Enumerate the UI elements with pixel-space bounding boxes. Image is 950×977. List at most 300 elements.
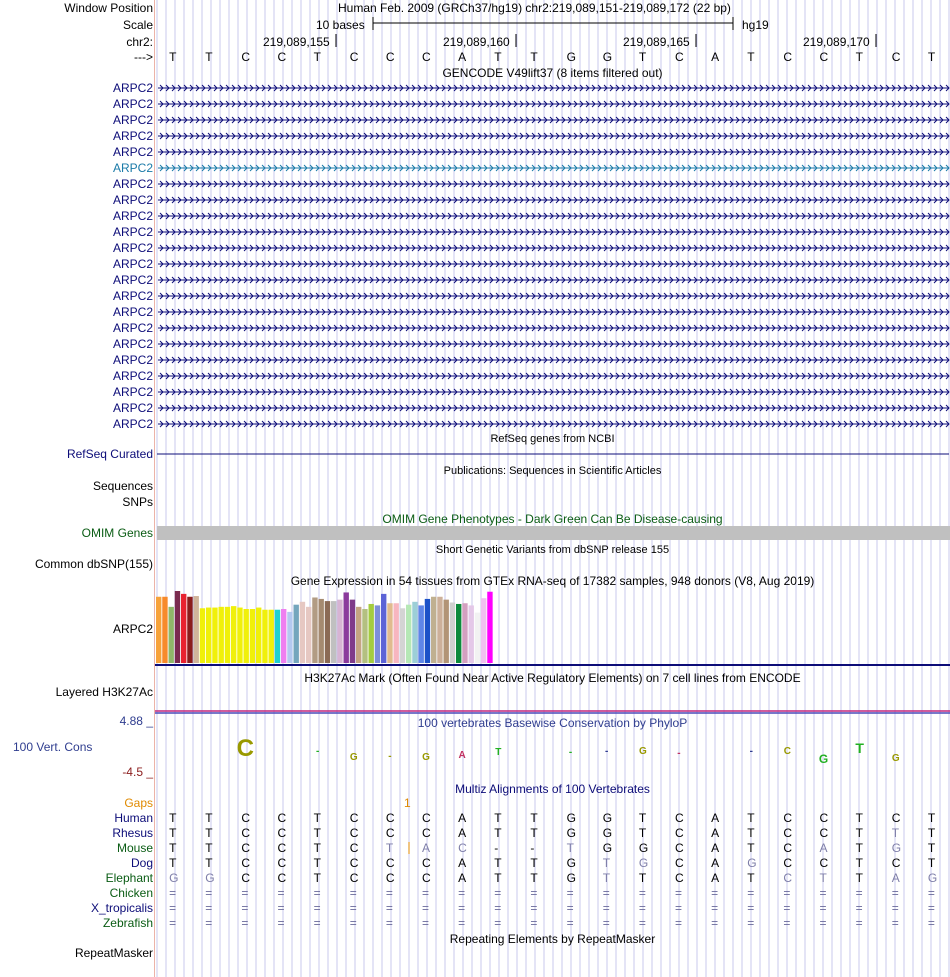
- alignment-base: =: [855, 916, 863, 930]
- gtex-tissue-bar[interactable]: [375, 605, 380, 663]
- dna-base: T: [638, 50, 647, 64]
- alignment-base: =: [458, 886, 466, 900]
- species-label-x_tropicalis[interactable]: X_tropicalis: [90, 901, 153, 915]
- alignment-base: C: [349, 856, 359, 870]
- gencode-transcript-label[interactable]: ARPC2: [112, 305, 153, 319]
- scale-text: 10 bases: [316, 18, 365, 32]
- gtex-tissue-bar[interactable]: [456, 604, 461, 663]
- alignment-base: T: [819, 871, 827, 885]
- species-label-mouse[interactable]: Mouse: [116, 841, 153, 855]
- alignment-base: =: [711, 901, 719, 915]
- alignment-base: =: [313, 916, 321, 930]
- gencode-transcript[interactable]: [158, 149, 949, 155]
- alignment-base: =: [566, 886, 574, 900]
- dna-base: T: [855, 50, 863, 64]
- phylop-base-glyph: -: [749, 746, 753, 757]
- dna-base: C: [783, 50, 793, 64]
- alignment-base: C: [422, 856, 431, 870]
- dna-base: C: [349, 50, 359, 64]
- alignment-base: T: [494, 856, 502, 870]
- alignment-base: =: [602, 886, 610, 900]
- gtex-tissue-bar[interactable]: [194, 596, 199, 663]
- alignment-base: A: [711, 841, 720, 855]
- alignment-base: C: [385, 826, 395, 840]
- gtex-tissue-bar[interactable]: [362, 609, 367, 663]
- alignment-base: =: [566, 916, 574, 930]
- gtex-tissue-bar[interactable]: [319, 599, 324, 663]
- alignment-base: T: [494, 871, 502, 885]
- gtex-tissue-bar[interactable]: [469, 605, 474, 663]
- alignment-base: C: [819, 856, 829, 870]
- alignment-base: =: [241, 916, 249, 930]
- alignment-base: =: [891, 916, 899, 930]
- alignment-base: =: [711, 886, 719, 900]
- alignment-base: T: [169, 841, 177, 855]
- alignment-base: T: [205, 811, 213, 825]
- window-position-label: Window Position: [64, 1, 153, 15]
- alignment-base: =: [674, 886, 682, 900]
- alignment-base: =: [891, 901, 899, 915]
- gencode-transcript-label[interactable]: ARPC2: [112, 225, 153, 239]
- alignment-base: C: [819, 811, 829, 825]
- gencode-transcript[interactable]: [158, 325, 949, 331]
- alignment-base: =: [385, 886, 393, 900]
- gtex-tissue-bar[interactable]: [200, 608, 205, 663]
- alignment-base: =: [169, 916, 177, 930]
- alignment-base: T: [602, 871, 611, 885]
- gaps-label: Gaps: [124, 796, 153, 810]
- alignment-base: T: [530, 826, 538, 840]
- alignment-base: G: [566, 871, 576, 885]
- coord-label-3: 219,089,165: [623, 35, 690, 49]
- omim-track-title[interactable]: OMIM Gene Phenotypes - Dark Green Can Be Disease-causing: [382, 512, 723, 526]
- alignment-base: T: [205, 856, 213, 870]
- alignment-base: G: [205, 871, 215, 885]
- dna-base: C: [674, 50, 684, 64]
- gencode-transcript[interactable]: [158, 373, 949, 379]
- gtex-tissue-bar[interactable]: [431, 597, 436, 663]
- alignment-base: T: [891, 826, 900, 840]
- alignment-base: C: [783, 826, 793, 840]
- phylop-base-glyph: G: [891, 753, 900, 764]
- gtex-tissue-bar[interactable]: [281, 609, 286, 663]
- alignment-base: =: [205, 901, 213, 915]
- dna-base: A: [458, 50, 467, 64]
- alignment-base: C: [783, 856, 793, 870]
- gtex-tissue-bar[interactable]: [169, 607, 174, 663]
- omim-gene-bar[interactable]: [157, 526, 950, 540]
- gtex-tissue-bar[interactable]: [419, 605, 424, 663]
- alignment-base: =: [747, 916, 755, 930]
- alignment-base: T: [638, 811, 647, 825]
- gtex-tissue-bar[interactable]: [487, 592, 492, 663]
- phylop-track-title[interactable]: 100 vertebrates Basewise Conservation by PhyloP: [417, 716, 688, 730]
- phylop-base-glyph: -: [315, 746, 320, 757]
- gtex-tissue-bar[interactable]: [475, 613, 480, 663]
- alignment-base: =: [241, 901, 249, 915]
- alignment-base: T: [602, 856, 611, 870]
- alignment-base: G: [566, 811, 576, 825]
- gencode-transcript[interactable]: [158, 213, 949, 219]
- gtex-tissue-bar[interactable]: [369, 604, 374, 663]
- alignment-base: T: [855, 841, 863, 855]
- h3k27ac-track-title[interactable]: H3K27Ac Mark (Often Found Near Active Regulatory Elements) on 7 cell lines from ENCODE: [304, 671, 801, 685]
- gtex-tissue-bar[interactable]: [325, 601, 330, 663]
- gtex-tissue-bar[interactable]: [300, 602, 305, 663]
- dna-base: C: [422, 50, 431, 64]
- gencode-transcript[interactable]: [158, 165, 949, 171]
- alignment-base: A: [711, 871, 720, 885]
- gencode-transcript-label[interactable]: ARPC2: [112, 385, 153, 399]
- gtex-tissue-bar[interactable]: [406, 605, 411, 663]
- coord-label-1: 219,089,155: [263, 35, 330, 49]
- alignment-base: =: [277, 916, 285, 930]
- alignment-base: T: [385, 841, 394, 855]
- alignment-base: C: [422, 871, 431, 885]
- gencode-transcript-label[interactable]: ARPC2: [112, 209, 153, 223]
- alignment-base: =: [494, 901, 502, 915]
- alignment-base: =: [783, 901, 791, 915]
- gtex-tissue-bar[interactable]: [237, 608, 242, 663]
- dna-base: C: [277, 50, 287, 64]
- phylop-base-glyph: G: [818, 752, 829, 766]
- gtex-gene-label[interactable]: ARPC2: [112, 622, 153, 636]
- alignment-base: T: [530, 811, 538, 825]
- alignment-base: =: [819, 886, 827, 900]
- gtex-tissue-bar[interactable]: [231, 606, 236, 663]
- gencode-transcript-label[interactable]: ARPC2: [112, 177, 153, 191]
- gencode-transcript[interactable]: [158, 85, 949, 91]
- species-label-chicken[interactable]: Chicken: [109, 886, 153, 900]
- gtex-tissue-bar[interactable]: [287, 612, 292, 663]
- alignment-base: C: [783, 841, 793, 855]
- alignment-base: =: [313, 886, 321, 900]
- gtex-tissue-bar[interactable]: [275, 610, 280, 663]
- gtex-tissue-bar[interactable]: [219, 607, 224, 663]
- alignment-base: =: [241, 886, 249, 900]
- gencode-transcript[interactable]: [158, 101, 949, 107]
- gtex-tissue-bar[interactable]: [437, 597, 442, 663]
- gtex-tissue-bar[interactable]: [187, 597, 192, 663]
- alignment-base: =: [927, 901, 935, 915]
- alignment-base: T: [638, 826, 647, 840]
- gtex-tissue-bar[interactable]: [269, 610, 274, 663]
- gtex-tissue-bar[interactable]: [462, 603, 467, 663]
- gtex-tissue-bar[interactable]: [450, 603, 455, 663]
- gtex-tissue-bar[interactable]: [481, 598, 486, 663]
- gencode-transcript[interactable]: [158, 197, 949, 203]
- alignment-base: =: [494, 886, 502, 900]
- dbsnp-track-title[interactable]: Short Genetic Variants from dbSNP release 155: [435, 544, 670, 556]
- alignment-base: C: [458, 841, 467, 855]
- gencode-transcript-label[interactable]: ARPC2: [112, 273, 153, 287]
- refseq-track-title[interactable]: RefSeq genes from NCBI: [490, 433, 615, 445]
- gencode-transcript[interactable]: [158, 117, 949, 123]
- publications-label-sequences[interactable]: Sequences: [92, 479, 153, 493]
- repeatmasker-track-title[interactable]: Repeating Elements by RepeatMasker: [449, 932, 656, 946]
- gencode-transcript[interactable]: [158, 357, 949, 363]
- gtex-tissue-bar[interactable]: [162, 597, 167, 663]
- publications-track-title[interactable]: Publications: Sequences in Scientific Articles: [443, 465, 662, 477]
- alignment-base: T: [747, 841, 755, 855]
- alignment-base: T: [855, 871, 863, 885]
- chrom-label: chr2:: [126, 35, 153, 49]
- alignment-base: C: [241, 811, 250, 825]
- gencode-transcript-label[interactable]: ARPC2: [112, 193, 153, 207]
- dna-base: G: [602, 50, 613, 64]
- gtex-tissue-bar[interactable]: [444, 600, 449, 663]
- alignment-base: C: [819, 826, 829, 840]
- alignment-base: C: [674, 856, 684, 870]
- species-label-dog[interactable]: Dog: [130, 856, 153, 870]
- alignment-base: T: [927, 811, 936, 825]
- gtex-tissue-bar[interactable]: [175, 591, 180, 663]
- dna-base: T: [169, 50, 177, 64]
- dna-base: T: [313, 50, 321, 64]
- alignment-base: C: [891, 811, 901, 825]
- alignment-base: C: [241, 826, 250, 840]
- alignment-base: =: [349, 886, 357, 900]
- alignment-base: A: [422, 841, 431, 855]
- alignment-base: C: [277, 811, 287, 825]
- repeatmasker-track-label[interactable]: RepeatMasker: [74, 946, 153, 960]
- alignment-base: T: [855, 826, 863, 840]
- alignment-base: T: [494, 811, 502, 825]
- alignment-base: T: [169, 826, 177, 840]
- gtex-tissue-bar[interactable]: [331, 601, 336, 663]
- alignment-base: T: [313, 841, 321, 855]
- gtex-tissue-bar[interactable]: [350, 600, 355, 663]
- gtex-tissue-bar[interactable]: [294, 605, 299, 663]
- gtex-tissue-bar[interactable]: [306, 607, 311, 663]
- alignment-base: T: [566, 841, 574, 855]
- gencode-transcript-label[interactable]: ARPC2: [112, 161, 153, 175]
- alignment-base: =: [494, 916, 502, 930]
- alignment-base: G: [602, 841, 613, 855]
- alignment-base: =: [747, 886, 755, 900]
- alignment-base: C: [385, 811, 395, 825]
- gtex-tissue-bar[interactable]: [337, 600, 342, 663]
- phylop-base-glyph: G: [638, 746, 647, 757]
- alignment-base: =: [674, 916, 682, 930]
- gtex-tissue-bar[interactable]: [412, 602, 417, 663]
- alignment-base: G: [566, 826, 576, 840]
- gencode-transcript[interactable]: [158, 245, 949, 251]
- gtex-tissue-bar[interactable]: [387, 603, 392, 663]
- alignment-base: A: [711, 856, 720, 870]
- gtex-tissue-bar[interactable]: [181, 594, 186, 663]
- alignment-base: -: [530, 841, 535, 855]
- gencode-transcript-label[interactable]: ARPC2: [112, 81, 153, 95]
- alignment-base: A: [458, 871, 467, 885]
- gencode-transcript-label[interactable]: ARPC2: [112, 337, 153, 351]
- alignment-base: T: [530, 871, 538, 885]
- alignment-base: C: [349, 811, 359, 825]
- gencode-transcript-label[interactable]: ARPC2: [112, 145, 153, 159]
- alignment-base: =: [602, 916, 610, 930]
- gtex-tissue-bar[interactable]: [394, 603, 399, 663]
- gtex-tissue-bar[interactable]: [425, 599, 430, 663]
- coord-label-4: 219,089,170: [803, 35, 870, 49]
- gencode-transcript[interactable]: [158, 389, 949, 395]
- gtex-tissue-bar[interactable]: [312, 597, 317, 663]
- alignment-base: =: [747, 901, 755, 915]
- alignment-base: T: [313, 826, 321, 840]
- gap-count-mark: 1: [404, 796, 411, 810]
- gencode-transcript-label[interactable]: ARPC2: [112, 417, 153, 431]
- gtex-tissue-bar[interactable]: [225, 607, 230, 663]
- omim-track-label[interactable]: OMIM Genes: [81, 526, 153, 540]
- alignment-base: T: [205, 841, 213, 855]
- alignment-base: T: [313, 856, 321, 870]
- scale-label: Scale: [122, 18, 153, 32]
- alignment-base: T: [169, 856, 177, 870]
- gtex-tissue-bar[interactable]: [344, 592, 349, 663]
- alignment-base: T: [747, 871, 755, 885]
- gencode-transcript[interactable]: [158, 341, 949, 347]
- gtex-tissue-bar[interactable]: [381, 594, 386, 663]
- alignment-base: =: [783, 916, 791, 930]
- alignment-base: C: [277, 856, 287, 870]
- gtex-tissue-bar[interactable]: [212, 608, 217, 663]
- gencode-transcript[interactable]: [158, 421, 949, 427]
- gencode-transcript-label[interactable]: ARPC2: [112, 369, 153, 383]
- alignment-base: =: [855, 886, 863, 900]
- gtex-tissue-bar[interactable]: [356, 607, 361, 663]
- alignment-base: =: [638, 916, 646, 930]
- gencode-transcript[interactable]: [158, 405, 949, 411]
- alignment-base: =: [349, 916, 357, 930]
- phylop-base-glyph: C: [236, 735, 255, 762]
- gencode-transcript-label[interactable]: ARPC2: [112, 129, 153, 143]
- gtex-tissue-bar[interactable]: [244, 609, 249, 663]
- alignment-base: A: [711, 811, 720, 825]
- alignment-base: A: [458, 856, 467, 870]
- alignment-base: A: [891, 871, 900, 885]
- species-label-elephant[interactable]: Elephant: [105, 871, 153, 885]
- alignment-base: =: [385, 901, 393, 915]
- phylop-base-glyph: -: [677, 748, 681, 759]
- gtex-track-title[interactable]: Gene Expression in 54 tissues from GTEx RNA-seq of 17382 samples, 948 donors (V8, Aug 2019): [290, 574, 815, 588]
- species-label-human[interactable]: Human: [114, 811, 153, 825]
- alignment-base: =: [458, 916, 466, 930]
- strand-label: --->: [134, 50, 153, 64]
- alignment-base: =: [422, 901, 430, 915]
- gencode-transcript-label[interactable]: ARPC2: [112, 353, 153, 367]
- dna-base: T: [927, 50, 936, 64]
- gtex-tissue-bar[interactable]: [400, 608, 405, 663]
- alignment-base: T: [494, 826, 502, 840]
- publications-label-snps[interactable]: SNPs: [122, 495, 153, 509]
- alignment-base: C: [277, 871, 287, 885]
- alignment-base: =: [277, 901, 285, 915]
- gtex-tissue-bar[interactable]: [206, 608, 211, 663]
- alignment-base: T: [530, 856, 538, 870]
- refseq-track-label[interactable]: RefSeq Curated: [66, 447, 153, 461]
- alignment-base: G: [602, 811, 613, 825]
- alignment-base: G: [566, 856, 576, 870]
- coord-label-2: 219,089,160: [443, 35, 510, 49]
- alignment-base: =: [566, 901, 574, 915]
- phylop-base-glyph: -: [388, 751, 392, 762]
- gtex-tissue-bar[interactable]: [156, 597, 161, 663]
- gencode-transcript[interactable]: [158, 229, 949, 235]
- gencode-transcript-label[interactable]: ARPC2: [112, 289, 153, 303]
- alignment-base: =: [205, 886, 213, 900]
- alignment-base: G: [169, 871, 179, 885]
- phylop-base-glyph: G: [422, 752, 430, 763]
- gencode-transcript[interactable]: [158, 277, 949, 283]
- alignment-base: =: [458, 901, 466, 915]
- gencode-transcript[interactable]: [158, 309, 949, 315]
- dna-base: T: [747, 50, 755, 64]
- alignment-base: G: [602, 826, 613, 840]
- gencode-transcript[interactable]: [158, 261, 949, 267]
- multiz-track-title[interactable]: Multiz Alignments of 100 Vertebrates: [455, 782, 650, 796]
- alignment-base: T: [855, 856, 863, 870]
- gtex-tissue-bar[interactable]: [256, 608, 261, 663]
- gencode-transcript-label[interactable]: ARPC2: [112, 401, 153, 415]
- dna-base: C: [241, 50, 250, 64]
- alignment-base: C: [349, 871, 359, 885]
- h3k27ac-track-label[interactable]: Layered H3K27Ac: [55, 685, 153, 699]
- dna-base: G: [566, 50, 576, 64]
- alignment-base: T: [169, 811, 177, 825]
- gencode-transcript-label[interactable]: ARPC2: [112, 97, 153, 111]
- phylop-base-glyph: A: [458, 750, 466, 761]
- alignment-base: C: [891, 856, 901, 870]
- gencode-track-title[interactable]: GENCODE V49lift37 (8 items filtered out): [442, 66, 663, 80]
- alignment-base: C: [783, 871, 793, 885]
- gencode-transcript-label[interactable]: ARPC2: [112, 241, 153, 255]
- species-label-zebrafish[interactable]: Zebrafish: [102, 916, 153, 930]
- alignment-base: G: [638, 841, 649, 855]
- alignment-base: T: [927, 826, 936, 840]
- alignment-base: C: [385, 871, 395, 885]
- alignment-base: C: [277, 826, 287, 840]
- dna-base: C: [819, 50, 829, 64]
- alignment-base: =: [855, 901, 863, 915]
- alignment-base: =: [927, 916, 935, 930]
- window-position-text: Human Feb. 2009 (GRCh37/hg19) chr2:219,089,151-219,089,172 (22 bp): [338, 1, 731, 15]
- alignment-base: T: [205, 826, 213, 840]
- alignment-base: C: [385, 856, 395, 870]
- alignment-base: =: [530, 886, 538, 900]
- gtex-tissue-bar[interactable]: [250, 609, 255, 663]
- gencode-transcript-label[interactable]: ARPC2: [112, 257, 153, 271]
- gencode-transcript[interactable]: [158, 181, 949, 187]
- alignment-base: =: [638, 901, 646, 915]
- alignment-base: G: [638, 856, 649, 870]
- alignment-base: T: [747, 811, 755, 825]
- alignment-base: T: [313, 871, 321, 885]
- gencode-transcript-label[interactable]: ARPC2: [112, 321, 153, 335]
- alignment-base: C: [241, 856, 250, 870]
- alignment-base: C: [783, 811, 793, 825]
- alignment-base: =: [313, 901, 321, 915]
- phylop-track-label[interactable]: 100 Vert. Cons: [13, 740, 93, 754]
- gtex-tissue-bar[interactable]: [262, 610, 267, 663]
- alignment-base: =: [783, 886, 791, 900]
- alignment-base: =: [205, 916, 213, 930]
- gencode-transcript[interactable]: [158, 293, 949, 299]
- gencode-transcript-label[interactable]: ARPC2: [112, 113, 153, 127]
- gencode-transcript[interactable]: [158, 133, 949, 139]
- alignment-base: A: [711, 826, 720, 840]
- species-label-rhesus[interactable]: Rhesus: [112, 826, 153, 840]
- alignment-base: =: [891, 886, 899, 900]
- dbsnp-track-label[interactable]: Common dbSNP(155): [34, 557, 153, 571]
